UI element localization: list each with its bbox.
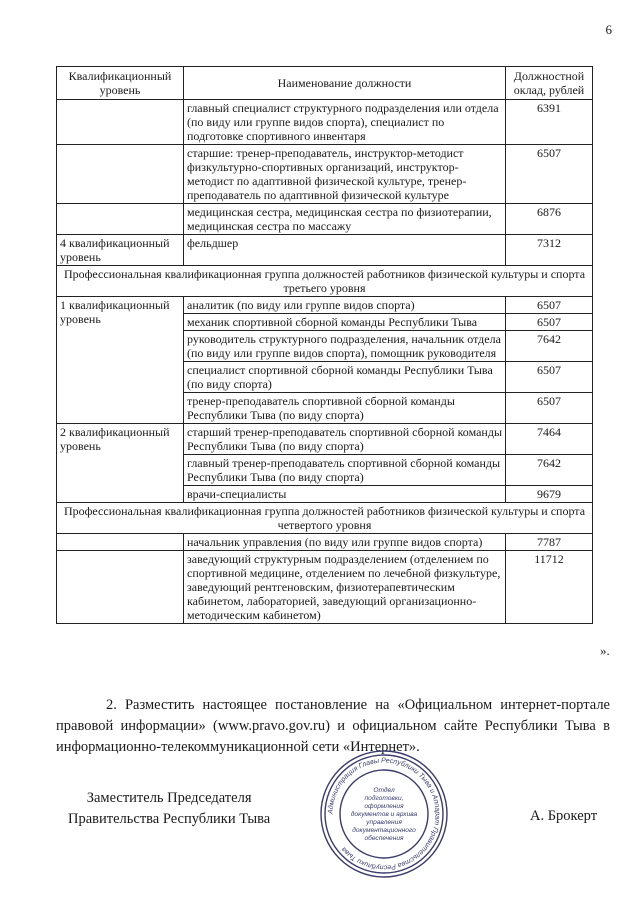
salary-cell: 6507 bbox=[506, 297, 593, 314]
seal-center-line: оформления bbox=[364, 803, 404, 810]
level-cell: 4 квалификационный уровень bbox=[57, 235, 184, 266]
salary-cell: 7464 bbox=[506, 424, 593, 455]
salary-cell: 7312 bbox=[506, 235, 593, 266]
table-row bbox=[57, 424, 593, 455]
salary-table bbox=[56, 66, 593, 624]
salary-cell: 7787 bbox=[506, 534, 593, 551]
level-cell: 1 квалификационный уровень bbox=[57, 297, 184, 424]
salary-cell: 9679 bbox=[506, 486, 593, 503]
position-cell: медицинская сестра, медицинская сестра по физиотерапии, медицинская сестра по массажу bbox=[184, 204, 506, 235]
salary-cell: 11712 bbox=[506, 551, 593, 624]
position-cell: главный специалист структурного подразделения или отдела (по виду или группе видов спорта), специалист по подготовке спортивного инвентаря bbox=[184, 100, 506, 145]
position-cell: механик спортивной сборной команды Республики Тыва bbox=[184, 314, 506, 331]
salary-cell: 7642 bbox=[506, 455, 593, 486]
salary-cell: 6391 bbox=[506, 100, 593, 145]
group-heading-row bbox=[57, 266, 593, 297]
seal-center-line: подготовки, bbox=[364, 795, 404, 802]
level-cell: 2 квалификационный уровень bbox=[57, 424, 184, 503]
table-row bbox=[57, 551, 593, 624]
header-salary: Должностной оклад, рублей bbox=[506, 67, 593, 100]
table-row bbox=[57, 100, 593, 145]
header-level: Квалификационный уровень bbox=[57, 67, 184, 100]
salary-cell: 6507 bbox=[506, 145, 593, 204]
signer-name: А. Брокерт bbox=[530, 808, 598, 824]
position-cell: аналитик (по виду или группе видов спорта) bbox=[184, 297, 506, 314]
level-cell bbox=[57, 534, 184, 551]
table-row bbox=[57, 534, 593, 551]
position-cell: руководитель структурного подразделения, начальник отдела (по виду или группе видов спорта), помощник руководителя bbox=[184, 331, 506, 362]
closing-quote: ». bbox=[600, 643, 610, 658]
table-header-row bbox=[57, 67, 593, 100]
position-cell: врачи-специалисты bbox=[184, 486, 506, 503]
table-row bbox=[57, 297, 593, 314]
position-cell: специалист спортивной сборной команды Республики Тыва (по виду спорта) bbox=[184, 362, 506, 393]
table-row bbox=[57, 235, 593, 266]
position-cell: заведующий структурным подразделением (отделением по спортивной медицине, отделением по лечебной физкультуре, заведующий рентгеновским, физиотерапевтическим кабинетом, лабораторией, заведующий организационно-методическим кабинетом) bbox=[184, 551, 506, 624]
seal-ring-text: Администрация Главы Республики Тыва и Аппарат Правительства Республики Тыва bbox=[327, 757, 441, 871]
group-heading-level3: Профессиональная квалификационная группа должностей работников физической культуры и спорта третьего уровня bbox=[57, 266, 593, 297]
page-number: 6 bbox=[605, 22, 612, 37]
salary-cell: 6876 bbox=[506, 204, 593, 235]
level-cell bbox=[57, 145, 184, 204]
seal-center-line: Отдел bbox=[373, 787, 395, 794]
table-row bbox=[57, 145, 593, 204]
position-cell: старший тренер-преподаватель спортивной сборной команды Республики Тыва (по виду спорта) bbox=[184, 424, 506, 455]
seal-center-line: управления bbox=[366, 819, 402, 826]
seal-center-line: обеспечения bbox=[364, 835, 404, 842]
official-seal-icon bbox=[318, 748, 450, 880]
signer-title-line1: Заместитель Председателя bbox=[86, 790, 252, 806]
salary-cell: 6507 bbox=[506, 314, 593, 331]
level-cell bbox=[57, 204, 184, 235]
seal-center-line: документационного bbox=[352, 827, 416, 834]
salary-cell: 6507 bbox=[506, 393, 593, 424]
level-cell bbox=[57, 551, 184, 624]
header-position: Наименование должности bbox=[184, 67, 506, 100]
table-row bbox=[57, 204, 593, 235]
level-cell bbox=[57, 100, 184, 145]
position-cell: старшие: тренер-преподаватель, инструктор-методист физкультурно-спортивных организаций, инструктор-методист по адаптивной физической культуре, тренер-преподаватель по адаптивной физической культуре bbox=[184, 145, 506, 204]
position-cell: главный тренер-преподаватель спортивной сборной команды Республики Тыва (по виду спорта) bbox=[184, 455, 506, 486]
position-cell: фельдшер bbox=[184, 235, 506, 266]
position-cell: тренер-преподаватель спортивной сборной команды Республики Тыва (по виду спорта) bbox=[184, 393, 506, 424]
group-heading-level4: Профессиональная квалификационная группа должностей работников физической культуры и спорта четвертого уровня bbox=[57, 503, 593, 534]
salary-cell: 7642 bbox=[506, 331, 593, 362]
salary-cell: 6507 bbox=[506, 362, 593, 393]
signer-title-line2: Правительства Республики Тыва bbox=[68, 811, 271, 827]
seal-center-line: документов и архива bbox=[350, 811, 418, 818]
position-cell: начальник управления (по виду или группе видов спорта) bbox=[184, 534, 506, 551]
group-heading-row bbox=[57, 503, 593, 534]
signer-title bbox=[68, 788, 270, 830]
resolution-paragraph: 2. Разместить настоящее постановление на «Официальном интернет-портале правовой информации» (www.pravo.gov.ru) и официальном сайте Республики Тыва в информационно-телекоммуникационной сети «Интернет». bbox=[56, 696, 610, 755]
